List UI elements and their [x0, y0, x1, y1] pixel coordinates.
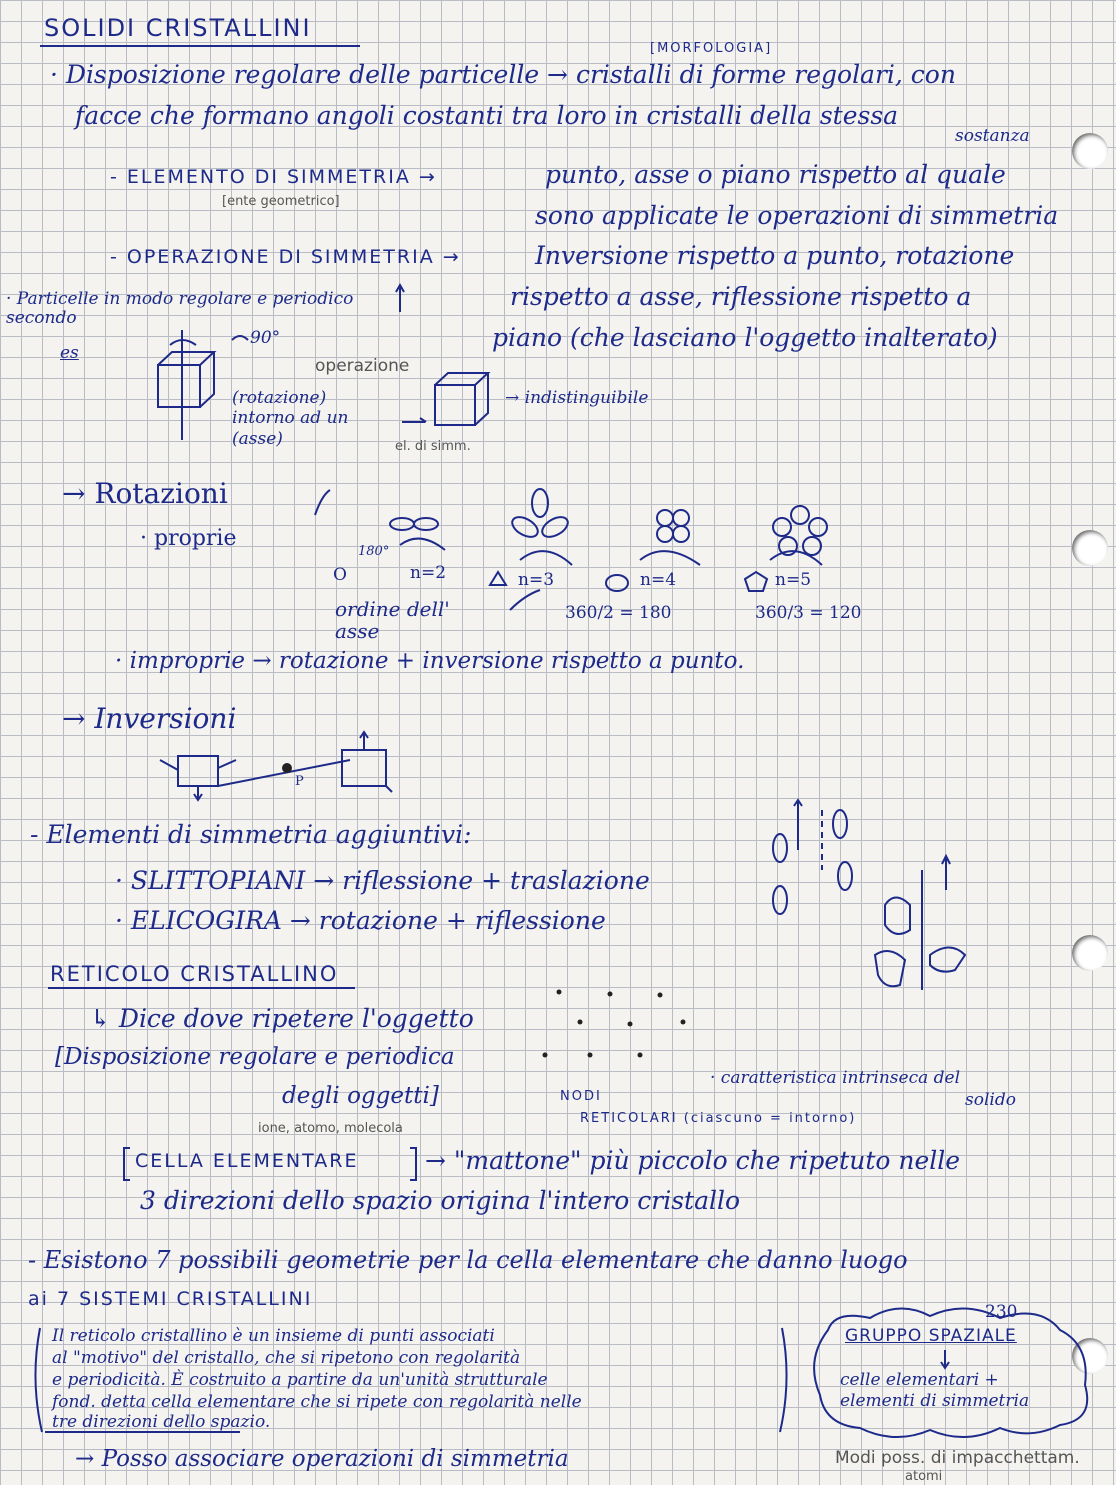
intro-line-1: · Disposizione regolare delle particelle → cristalli di forme regolari, con: [50, 60, 956, 89]
intro-line-2: facce che formano angoli costanti tra loro in cristalli della stessa: [75, 101, 899, 130]
elicogira-line: · ELICOGIRA → rotazione + riflessione: [115, 906, 606, 935]
page-title: SOLIDI CRISTALLINI: [44, 14, 312, 42]
gruppo-def-1: celle elementari +: [840, 1370, 999, 1390]
elementi-aggiuntivi-line: - Elementi di simmetria aggiuntivi:: [30, 820, 472, 849]
particelle-note: · Particelle in modo regolare e periodico secondo: [6, 289, 354, 328]
intro-line-3: sostanza: [955, 126, 1030, 146]
cella-def-2: 3 direzioni dello spazio origina l'intero cristallo: [140, 1186, 741, 1215]
disposizione-line-2: degli oggetti]: [282, 1083, 439, 1109]
posso-associare-line: → Posso associare operazioni di simmetria: [75, 1446, 569, 1472]
esistono-line-1: - Esistono 7 possibili geometrie per la cella elementare che danno luogo: [28, 1246, 908, 1274]
slittopiani-line: · SLITTOPIANI → riflessione + traslazione: [115, 866, 650, 895]
reticolari-label: RETICOLARI (ciascuno = intorno): [580, 1111, 857, 1126]
rotazione-note: (rotazione) intorno ad un (asse): [232, 388, 349, 449]
disposizione-line-1: [Disposizione regolare e periodica: [55, 1044, 455, 1070]
improprie-line: · improprie → rotazione + inversione rispetto a punto.: [115, 648, 745, 674]
formula-180: 360/2 = 180: [565, 603, 672, 623]
flower4-icon: [657, 510, 689, 542]
proprie-label: · proprie: [140, 526, 237, 551]
angle-180: 180°: [358, 544, 390, 559]
order-n3: n=3: [518, 570, 555, 590]
caratteristica-line-2: solido: [965, 1090, 1016, 1110]
operazione-simmetria-def-2: rispetto a asse, riflessione rispetto a: [510, 282, 972, 311]
cella-elementare-label: CELLA ELEMENTARE: [135, 1150, 359, 1172]
nodi-label: NODI: [560, 1089, 602, 1104]
operazione-simmetria-def-1: Inversione rispetto a punto, rotazione: [535, 241, 1015, 270]
esistono-line-2: ai 7 SISTEMI CRISTALLINI: [28, 1288, 313, 1310]
operazione-note: operazione: [315, 356, 410, 376]
zero-label: O: [333, 565, 347, 585]
ordine-asse-label: ordine dell' asse: [335, 597, 450, 643]
elemento-simmetria-def-2: sono applicate le operazioni di simmetria: [535, 201, 1059, 230]
angle-90: 90°: [250, 328, 281, 348]
reticolo-heading: RETICOLO CRISTALLINO: [50, 962, 339, 986]
operazione-simmetria-label: - OPERAZIONE DI SIMMETRIA →: [110, 246, 461, 268]
point-p-label: P: [295, 774, 304, 789]
box-line-4: fond. detta cella elementare che si ripete con regolarità nelle: [52, 1392, 582, 1412]
modi-poss-note: Modi poss. di impacchettam.: [835, 1448, 1080, 1468]
modi-poss-note-2: atomi: [905, 1469, 943, 1484]
rotazioni-heading: → Rotazioni: [62, 477, 228, 510]
gruppo-spaziale-label: GRUPPO SPAZIALE: [845, 1326, 1017, 1346]
order-n5: n=5: [775, 570, 812, 590]
el-di-simm-note: el. di simm.: [395, 439, 471, 454]
cella-def-1: → "mattone" più piccolo che ripetuto nelle: [425, 1146, 961, 1175]
morfologia-note: [MORFOLOGIA]: [650, 41, 773, 56]
dice-dove-line: ↳ Dice dove ripetere l'oggetto: [90, 1004, 474, 1033]
box-line-1: Il reticolo cristallino è un insieme di punti associati: [52, 1326, 495, 1346]
gruppo-number: 230: [985, 1302, 1018, 1322]
order-n2: n=2: [410, 563, 447, 583]
elemento-simmetria-def-1: punto, asse o piano rispetto al quale: [545, 160, 1006, 189]
cube-sketch-2: [402, 373, 488, 425]
elemento-simmetria-label: - ELEMENTO DI SIMMETRIA →: [110, 166, 437, 188]
operazione-simmetria-def-3: piano (che lasciano l'oggetto inalterato): [492, 323, 998, 352]
ente-geometrico-note: [ente geometrico]: [222, 194, 340, 209]
formula-120: 360/3 = 120: [755, 603, 862, 623]
gruppo-def-2: elementi di simmetria: [840, 1391, 1030, 1411]
indistinguibile-label: → indistinguibile: [505, 388, 649, 408]
flower5-icon: [773, 506, 827, 555]
box-line-3: e periodicità. È costruito a partire da un'unità strutturale: [52, 1370, 548, 1390]
order-n4: n=4: [640, 570, 677, 590]
es-label: es: [60, 343, 79, 363]
box-line-2: al "motivo" del cristallo, che si ripetono con regolarità: [52, 1348, 521, 1368]
ione-atomo-note: ione, atomo, molecola: [258, 1121, 403, 1136]
propeller-icon: [509, 489, 571, 541]
inversioni-heading: → Inversioni: [62, 702, 237, 735]
box-line-5: tre direzioni dello spazio.: [52, 1412, 271, 1432]
caratteristica-line-1: · caratteristica intrinseca del: [710, 1068, 961, 1088]
